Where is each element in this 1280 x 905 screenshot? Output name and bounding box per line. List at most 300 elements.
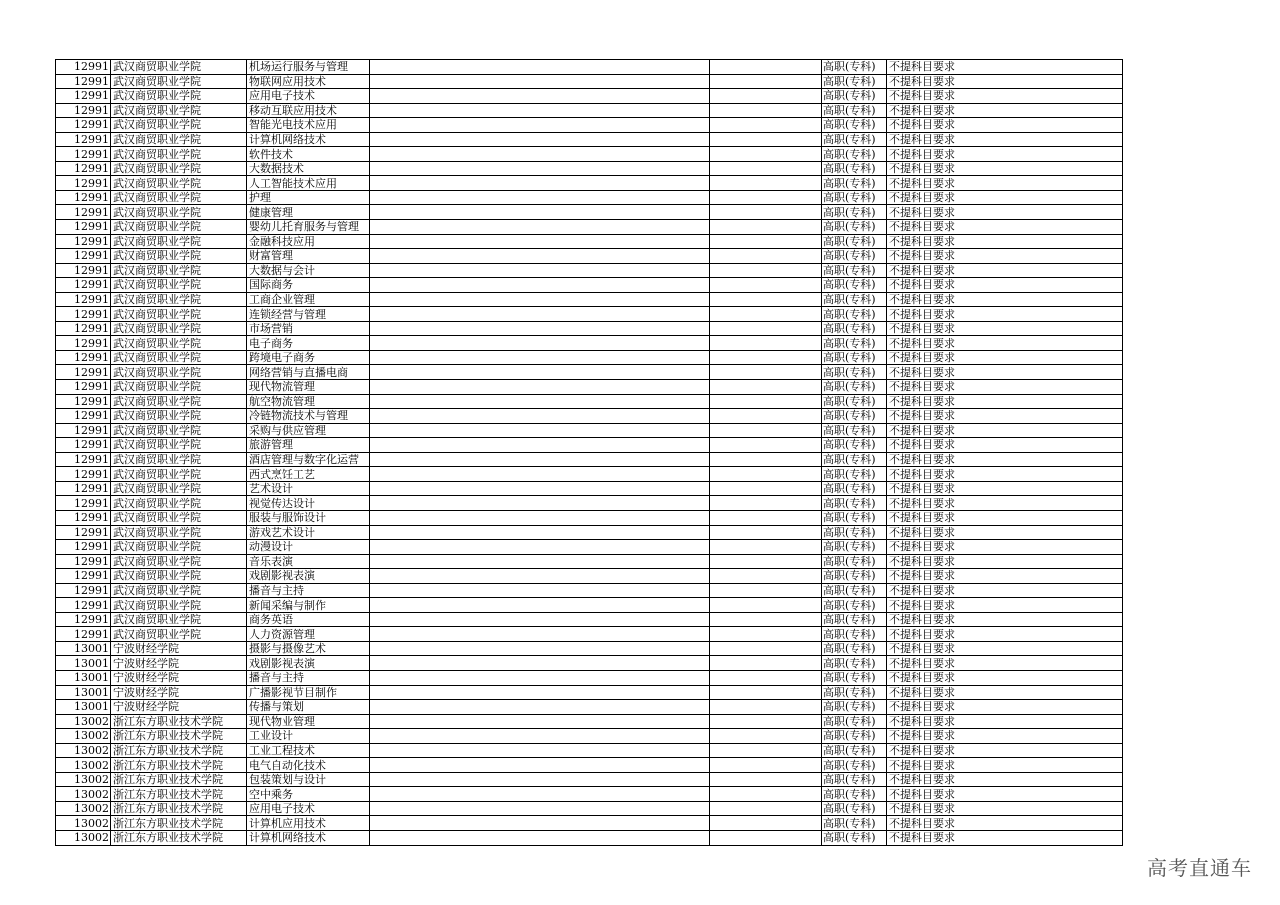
major-name-cell: 大数据与会计 bbox=[247, 263, 370, 278]
school-code-cell: 12991 bbox=[56, 350, 111, 365]
requirement-cell: 不提科目要求 bbox=[887, 787, 1123, 802]
school-code-cell: 13002 bbox=[56, 787, 111, 802]
requirement-cell: 不提科目要求 bbox=[887, 132, 1123, 147]
level-cell: 高职(专科) bbox=[822, 263, 887, 278]
requirement-cell: 不提科目要求 bbox=[887, 554, 1123, 569]
school-code-cell: 12991 bbox=[56, 321, 111, 336]
blank-cell bbox=[710, 714, 822, 729]
school-name-cell: 武汉商贸职业学院 bbox=[111, 540, 247, 555]
level-cell: 高职(专科) bbox=[822, 801, 887, 816]
requirement-cell: 不提科目要求 bbox=[887, 510, 1123, 525]
note-cell bbox=[370, 685, 710, 700]
level-cell: 高职(专科) bbox=[822, 685, 887, 700]
level-cell: 高职(专科) bbox=[822, 758, 887, 773]
note-cell bbox=[370, 830, 710, 845]
blank-cell bbox=[710, 307, 822, 322]
school-name-cell: 浙江东方职业技术学院 bbox=[111, 743, 247, 758]
admission-table bbox=[55, 59, 1123, 846]
level-cell: 高职(专科) bbox=[822, 60, 887, 75]
level-cell: 高职(专科) bbox=[822, 74, 887, 89]
school-name-cell: 武汉商贸职业学院 bbox=[111, 103, 247, 118]
note-cell bbox=[370, 263, 710, 278]
school-name-cell: 浙江东方职业技术学院 bbox=[111, 758, 247, 773]
school-code-cell: 12991 bbox=[56, 336, 111, 351]
table-body bbox=[56, 60, 1123, 846]
school-name-cell: 武汉商贸职业学院 bbox=[111, 627, 247, 642]
school-name-cell: 武汉商贸职业学院 bbox=[111, 336, 247, 351]
requirement-cell: 不提科目要求 bbox=[887, 801, 1123, 816]
blank-cell bbox=[710, 423, 822, 438]
major-name-cell: 冷链物流技术与管理 bbox=[247, 409, 370, 424]
note-cell bbox=[370, 176, 710, 191]
blank-cell bbox=[710, 176, 822, 191]
major-name-cell: 财富管理 bbox=[247, 249, 370, 264]
note-cell bbox=[370, 525, 710, 540]
note-cell bbox=[370, 220, 710, 235]
school-code-cell: 12991 bbox=[56, 380, 111, 395]
level-cell: 高职(专科) bbox=[822, 278, 887, 293]
school-name-cell: 浙江东方职业技术学院 bbox=[111, 714, 247, 729]
level-cell: 高职(专科) bbox=[822, 656, 887, 671]
school-code-cell: 13001 bbox=[56, 670, 111, 685]
level-cell: 高职(专科) bbox=[822, 467, 887, 482]
major-name-cell: 播音与主持 bbox=[247, 583, 370, 598]
requirement-cell: 不提科目要求 bbox=[887, 700, 1123, 715]
note-cell bbox=[370, 350, 710, 365]
school-code-cell: 12991 bbox=[56, 510, 111, 525]
note-cell bbox=[370, 510, 710, 525]
school-name-cell: 武汉商贸职业学院 bbox=[111, 350, 247, 365]
major-name-cell: 商务英语 bbox=[247, 612, 370, 627]
note-cell bbox=[370, 380, 710, 395]
level-cell: 高职(专科) bbox=[822, 830, 887, 845]
note-cell bbox=[370, 743, 710, 758]
school-code-cell: 12991 bbox=[56, 583, 111, 598]
level-cell: 高职(专科) bbox=[822, 569, 887, 584]
blank-cell bbox=[710, 132, 822, 147]
level-cell: 高职(专科) bbox=[822, 481, 887, 496]
major-name-cell: 包装策划与设计 bbox=[247, 772, 370, 787]
note-cell bbox=[370, 714, 710, 729]
major-name-cell: 计算机网络技术 bbox=[247, 830, 370, 845]
blank-cell bbox=[710, 787, 822, 802]
note-cell bbox=[370, 321, 710, 336]
note-cell bbox=[370, 307, 710, 322]
school-name-cell: 武汉商贸职业学院 bbox=[111, 438, 247, 453]
level-cell: 高职(专科) bbox=[822, 249, 887, 264]
major-name-cell: 播音与主持 bbox=[247, 670, 370, 685]
school-name-cell: 宁波财经学院 bbox=[111, 641, 247, 656]
requirement-cell: 不提科目要求 bbox=[887, 321, 1123, 336]
major-name-cell: 音乐表演 bbox=[247, 554, 370, 569]
level-cell: 高职(专科) bbox=[822, 205, 887, 220]
requirement-cell: 不提科目要求 bbox=[887, 205, 1123, 220]
major-name-cell: 计算机网络技术 bbox=[247, 132, 370, 147]
blank-cell bbox=[710, 612, 822, 627]
note-cell bbox=[370, 583, 710, 598]
requirement-cell: 不提科目要求 bbox=[887, 292, 1123, 307]
note-cell bbox=[370, 249, 710, 264]
table-row bbox=[56, 249, 1123, 264]
blank-cell bbox=[710, 60, 822, 75]
note-cell bbox=[370, 438, 710, 453]
level-cell: 高职(专科) bbox=[822, 176, 887, 191]
school-name-cell: 武汉商贸职业学院 bbox=[111, 380, 247, 395]
school-code-cell: 12991 bbox=[56, 409, 111, 424]
school-name-cell: 宁波财经学院 bbox=[111, 685, 247, 700]
requirement-cell: 不提科目要求 bbox=[887, 147, 1123, 162]
note-cell bbox=[370, 132, 710, 147]
school-code-cell: 12991 bbox=[56, 627, 111, 642]
major-name-cell: 新闻采编与制作 bbox=[247, 598, 370, 613]
major-name-cell: 移动互联应用技术 bbox=[247, 103, 370, 118]
school-code-cell: 12991 bbox=[56, 394, 111, 409]
note-cell bbox=[370, 234, 710, 249]
blank-cell bbox=[710, 758, 822, 773]
school-code-cell: 12991 bbox=[56, 103, 111, 118]
note-cell bbox=[370, 598, 710, 613]
note-cell bbox=[370, 569, 710, 584]
requirement-cell: 不提科目要求 bbox=[887, 583, 1123, 598]
school-code-cell: 12991 bbox=[56, 234, 111, 249]
note-cell bbox=[370, 205, 710, 220]
level-cell: 高职(专科) bbox=[822, 321, 887, 336]
note-cell bbox=[370, 554, 710, 569]
school-code-cell: 12991 bbox=[56, 176, 111, 191]
school-name-cell: 武汉商贸职业学院 bbox=[111, 263, 247, 278]
school-name-cell: 武汉商贸职业学院 bbox=[111, 496, 247, 511]
requirement-cell: 不提科目要求 bbox=[887, 380, 1123, 395]
requirement-cell: 不提科目要求 bbox=[887, 525, 1123, 540]
blank-cell bbox=[710, 641, 822, 656]
school-name-cell: 武汉商贸职业学院 bbox=[111, 118, 247, 133]
school-name-cell: 武汉商贸职业学院 bbox=[111, 74, 247, 89]
table-row bbox=[56, 627, 1123, 642]
table-row bbox=[56, 685, 1123, 700]
school-code-cell: 12991 bbox=[56, 467, 111, 482]
requirement-cell: 不提科目要求 bbox=[887, 60, 1123, 75]
major-name-cell: 现代物业管理 bbox=[247, 714, 370, 729]
school-name-cell: 武汉商贸职业学院 bbox=[111, 525, 247, 540]
school-code-cell: 12991 bbox=[56, 423, 111, 438]
school-code-cell: 12991 bbox=[56, 525, 111, 540]
school-name-cell: 武汉商贸职业学院 bbox=[111, 481, 247, 496]
school-code-cell: 13001 bbox=[56, 641, 111, 656]
major-name-cell: 采购与供应管理 bbox=[247, 423, 370, 438]
table-row bbox=[56, 729, 1123, 744]
blank-cell bbox=[710, 510, 822, 525]
school-code-cell: 12991 bbox=[56, 554, 111, 569]
school-name-cell: 武汉商贸职业学院 bbox=[111, 423, 247, 438]
requirement-cell: 不提科目要求 bbox=[887, 685, 1123, 700]
table-row bbox=[56, 525, 1123, 540]
blank-cell bbox=[710, 685, 822, 700]
school-name-cell: 浙江东方职业技术学院 bbox=[111, 801, 247, 816]
note-cell bbox=[370, 481, 710, 496]
level-cell: 高职(专科) bbox=[822, 292, 887, 307]
requirement-cell: 不提科目要求 bbox=[887, 496, 1123, 511]
blank-cell bbox=[710, 118, 822, 133]
note-cell bbox=[370, 496, 710, 511]
major-name-cell: 健康管理 bbox=[247, 205, 370, 220]
major-name-cell: 计算机应用技术 bbox=[247, 816, 370, 831]
table-row bbox=[56, 510, 1123, 525]
requirement-cell: 不提科目要求 bbox=[887, 118, 1123, 133]
school-name-cell: 武汉商贸职业学院 bbox=[111, 249, 247, 264]
requirement-cell: 不提科目要求 bbox=[887, 627, 1123, 642]
school-name-cell: 武汉商贸职业学院 bbox=[111, 452, 247, 467]
school-name-cell: 武汉商贸职业学院 bbox=[111, 612, 247, 627]
major-name-cell: 婴幼儿托育服务与管理 bbox=[247, 220, 370, 235]
school-code-cell: 12991 bbox=[56, 365, 111, 380]
school-name-cell: 浙江东方职业技术学院 bbox=[111, 772, 247, 787]
table-row bbox=[56, 409, 1123, 424]
major-name-cell: 酒店管理与数字化运营 bbox=[247, 452, 370, 467]
level-cell: 高职(专科) bbox=[822, 510, 887, 525]
requirement-cell: 不提科目要求 bbox=[887, 263, 1123, 278]
school-code-cell: 12991 bbox=[56, 540, 111, 555]
school-code-cell: 12991 bbox=[56, 438, 111, 453]
major-name-cell: 大数据技术 bbox=[247, 161, 370, 176]
table-row bbox=[56, 161, 1123, 176]
major-name-cell: 护理 bbox=[247, 190, 370, 205]
note-cell bbox=[370, 670, 710, 685]
school-name-cell: 武汉商贸职业学院 bbox=[111, 205, 247, 220]
requirement-cell: 不提科目要求 bbox=[887, 190, 1123, 205]
requirement-cell: 不提科目要求 bbox=[887, 278, 1123, 293]
school-name-cell: 武汉商贸职业学院 bbox=[111, 409, 247, 424]
school-code-cell: 12991 bbox=[56, 278, 111, 293]
level-cell: 高职(专科) bbox=[822, 234, 887, 249]
school-code-cell: 12991 bbox=[56, 481, 111, 496]
school-name-cell: 武汉商贸职业学院 bbox=[111, 292, 247, 307]
major-name-cell: 工业工程技术 bbox=[247, 743, 370, 758]
blank-cell bbox=[710, 394, 822, 409]
table-row bbox=[56, 60, 1123, 75]
note-cell bbox=[370, 627, 710, 642]
note-cell bbox=[370, 423, 710, 438]
major-name-cell: 视觉传达设计 bbox=[247, 496, 370, 511]
note-cell bbox=[370, 801, 710, 816]
blank-cell bbox=[710, 365, 822, 380]
table-row bbox=[56, 612, 1123, 627]
note-cell bbox=[370, 336, 710, 351]
blank-cell bbox=[710, 816, 822, 831]
major-name-cell: 应用电子技术 bbox=[247, 89, 370, 104]
table-row bbox=[56, 336, 1123, 351]
note-cell bbox=[370, 758, 710, 773]
requirement-cell: 不提科目要求 bbox=[887, 641, 1123, 656]
requirement-cell: 不提科目要求 bbox=[887, 336, 1123, 351]
blank-cell bbox=[710, 249, 822, 264]
requirement-cell: 不提科目要求 bbox=[887, 438, 1123, 453]
table-row bbox=[56, 540, 1123, 555]
major-name-cell: 旅游管理 bbox=[247, 438, 370, 453]
school-name-cell: 武汉商贸职业学院 bbox=[111, 510, 247, 525]
note-cell bbox=[370, 60, 710, 75]
level-cell: 高职(专科) bbox=[822, 190, 887, 205]
major-name-cell: 机场运行服务与管理 bbox=[247, 60, 370, 75]
requirement-cell: 不提科目要求 bbox=[887, 598, 1123, 613]
major-name-cell: 金融科技应用 bbox=[247, 234, 370, 249]
major-name-cell: 国际商务 bbox=[247, 278, 370, 293]
school-name-cell: 武汉商贸职业学院 bbox=[111, 60, 247, 75]
table-row bbox=[56, 380, 1123, 395]
school-name-cell: 浙江东方职业技术学院 bbox=[111, 787, 247, 802]
school-name-cell: 武汉商贸职业学院 bbox=[111, 89, 247, 104]
blank-cell bbox=[710, 700, 822, 715]
requirement-cell: 不提科目要求 bbox=[887, 176, 1123, 191]
requirement-cell: 不提科目要求 bbox=[887, 234, 1123, 249]
level-cell: 高职(专科) bbox=[822, 670, 887, 685]
school-name-cell: 宁波财经学院 bbox=[111, 656, 247, 671]
blank-cell bbox=[710, 74, 822, 89]
requirement-cell: 不提科目要求 bbox=[887, 409, 1123, 424]
school-name-cell: 宁波财经学院 bbox=[111, 700, 247, 715]
level-cell: 高职(专科) bbox=[822, 598, 887, 613]
school-code-cell: 13002 bbox=[56, 816, 111, 831]
table-row bbox=[56, 569, 1123, 584]
major-name-cell: 电气自动化技术 bbox=[247, 758, 370, 773]
school-name-cell: 武汉商贸职业学院 bbox=[111, 278, 247, 293]
requirement-cell: 不提科目要求 bbox=[887, 74, 1123, 89]
requirement-cell: 不提科目要求 bbox=[887, 467, 1123, 482]
school-code-cell: 12991 bbox=[56, 452, 111, 467]
level-cell: 高职(专科) bbox=[822, 743, 887, 758]
blank-cell bbox=[710, 627, 822, 642]
level-cell: 高职(专科) bbox=[822, 612, 887, 627]
major-name-cell: 戏剧影视表演 bbox=[247, 569, 370, 584]
note-cell bbox=[370, 700, 710, 715]
requirement-cell: 不提科目要求 bbox=[887, 670, 1123, 685]
level-cell: 高职(专科) bbox=[822, 816, 887, 831]
school-code-cell: 13002 bbox=[56, 801, 111, 816]
requirement-cell: 不提科目要求 bbox=[887, 729, 1123, 744]
school-code-cell: 13001 bbox=[56, 656, 111, 671]
table-row bbox=[56, 787, 1123, 802]
requirement-cell: 不提科目要求 bbox=[887, 612, 1123, 627]
blank-cell bbox=[710, 830, 822, 845]
major-name-cell: 市场营销 bbox=[247, 321, 370, 336]
school-name-cell: 武汉商贸职业学院 bbox=[111, 583, 247, 598]
school-code-cell: 13001 bbox=[56, 685, 111, 700]
blank-cell bbox=[710, 409, 822, 424]
school-code-cell: 12991 bbox=[56, 89, 111, 104]
blank-cell bbox=[710, 380, 822, 395]
blank-cell bbox=[710, 103, 822, 118]
school-code-cell: 13002 bbox=[56, 729, 111, 744]
table-row bbox=[56, 263, 1123, 278]
note-cell bbox=[370, 409, 710, 424]
major-name-cell: 服装与服饰设计 bbox=[247, 510, 370, 525]
blank-cell bbox=[710, 321, 822, 336]
major-name-cell: 连锁经营与管理 bbox=[247, 307, 370, 322]
requirement-cell: 不提科目要求 bbox=[887, 540, 1123, 555]
level-cell: 高职(专科) bbox=[822, 525, 887, 540]
major-name-cell: 摄影与摄像艺术 bbox=[247, 641, 370, 656]
note-cell bbox=[370, 772, 710, 787]
note-cell bbox=[370, 656, 710, 671]
blank-cell bbox=[710, 583, 822, 598]
blank-cell bbox=[710, 598, 822, 613]
major-name-cell: 电子商务 bbox=[247, 336, 370, 351]
blank-cell bbox=[710, 234, 822, 249]
table-row bbox=[56, 321, 1123, 336]
table-row bbox=[56, 234, 1123, 249]
requirement-cell: 不提科目要求 bbox=[887, 743, 1123, 758]
requirement-cell: 不提科目要求 bbox=[887, 220, 1123, 235]
level-cell: 高职(专科) bbox=[822, 103, 887, 118]
requirement-cell: 不提科目要求 bbox=[887, 249, 1123, 264]
level-cell: 高职(专科) bbox=[822, 132, 887, 147]
school-code-cell: 12991 bbox=[56, 60, 111, 75]
table-row bbox=[56, 700, 1123, 715]
note-cell bbox=[370, 278, 710, 293]
major-name-cell: 游戏艺术设计 bbox=[247, 525, 370, 540]
blank-cell bbox=[710, 292, 822, 307]
blank-cell bbox=[710, 481, 822, 496]
note-cell bbox=[370, 147, 710, 162]
blank-cell bbox=[710, 263, 822, 278]
major-name-cell: 物联网应用技术 bbox=[247, 74, 370, 89]
table-row bbox=[56, 423, 1123, 438]
level-cell: 高职(专科) bbox=[822, 452, 887, 467]
note-cell bbox=[370, 190, 710, 205]
blank-cell bbox=[710, 729, 822, 744]
blank-cell bbox=[710, 801, 822, 816]
school-code-cell: 12991 bbox=[56, 161, 111, 176]
level-cell: 高职(专科) bbox=[822, 554, 887, 569]
table-row bbox=[56, 641, 1123, 656]
level-cell: 高职(专科) bbox=[822, 89, 887, 104]
table-row bbox=[56, 743, 1123, 758]
school-name-cell: 武汉商贸职业学院 bbox=[111, 161, 247, 176]
level-cell: 高职(专科) bbox=[822, 583, 887, 598]
level-cell: 高职(专科) bbox=[822, 336, 887, 351]
table-row bbox=[56, 481, 1123, 496]
major-name-cell: 工商企业管理 bbox=[247, 292, 370, 307]
requirement-cell: 不提科目要求 bbox=[887, 816, 1123, 831]
school-code-cell: 13002 bbox=[56, 758, 111, 773]
table-row bbox=[56, 350, 1123, 365]
requirement-cell: 不提科目要求 bbox=[887, 394, 1123, 409]
major-name-cell: 人力资源管理 bbox=[247, 627, 370, 642]
school-name-cell: 武汉商贸职业学院 bbox=[111, 598, 247, 613]
level-cell: 高职(专科) bbox=[822, 394, 887, 409]
note-cell bbox=[370, 292, 710, 307]
note-cell bbox=[370, 452, 710, 467]
school-code-cell: 12991 bbox=[56, 612, 111, 627]
level-cell: 高职(专科) bbox=[822, 118, 887, 133]
school-name-cell: 武汉商贸职业学院 bbox=[111, 554, 247, 569]
school-name-cell: 武汉商贸职业学院 bbox=[111, 569, 247, 584]
school-name-cell: 武汉商贸职业学院 bbox=[111, 220, 247, 235]
table-row bbox=[56, 801, 1123, 816]
note-cell bbox=[370, 161, 710, 176]
requirement-cell: 不提科目要求 bbox=[887, 714, 1123, 729]
table-row bbox=[56, 554, 1123, 569]
note-cell bbox=[370, 467, 710, 482]
note-cell bbox=[370, 612, 710, 627]
major-name-cell: 传播与策划 bbox=[247, 700, 370, 715]
table-row bbox=[56, 467, 1123, 482]
table-row bbox=[56, 220, 1123, 235]
requirement-cell: 不提科目要求 bbox=[887, 103, 1123, 118]
school-code-cell: 13002 bbox=[56, 714, 111, 729]
requirement-cell: 不提科目要求 bbox=[887, 830, 1123, 845]
level-cell: 高职(专科) bbox=[822, 641, 887, 656]
blank-cell bbox=[710, 743, 822, 758]
